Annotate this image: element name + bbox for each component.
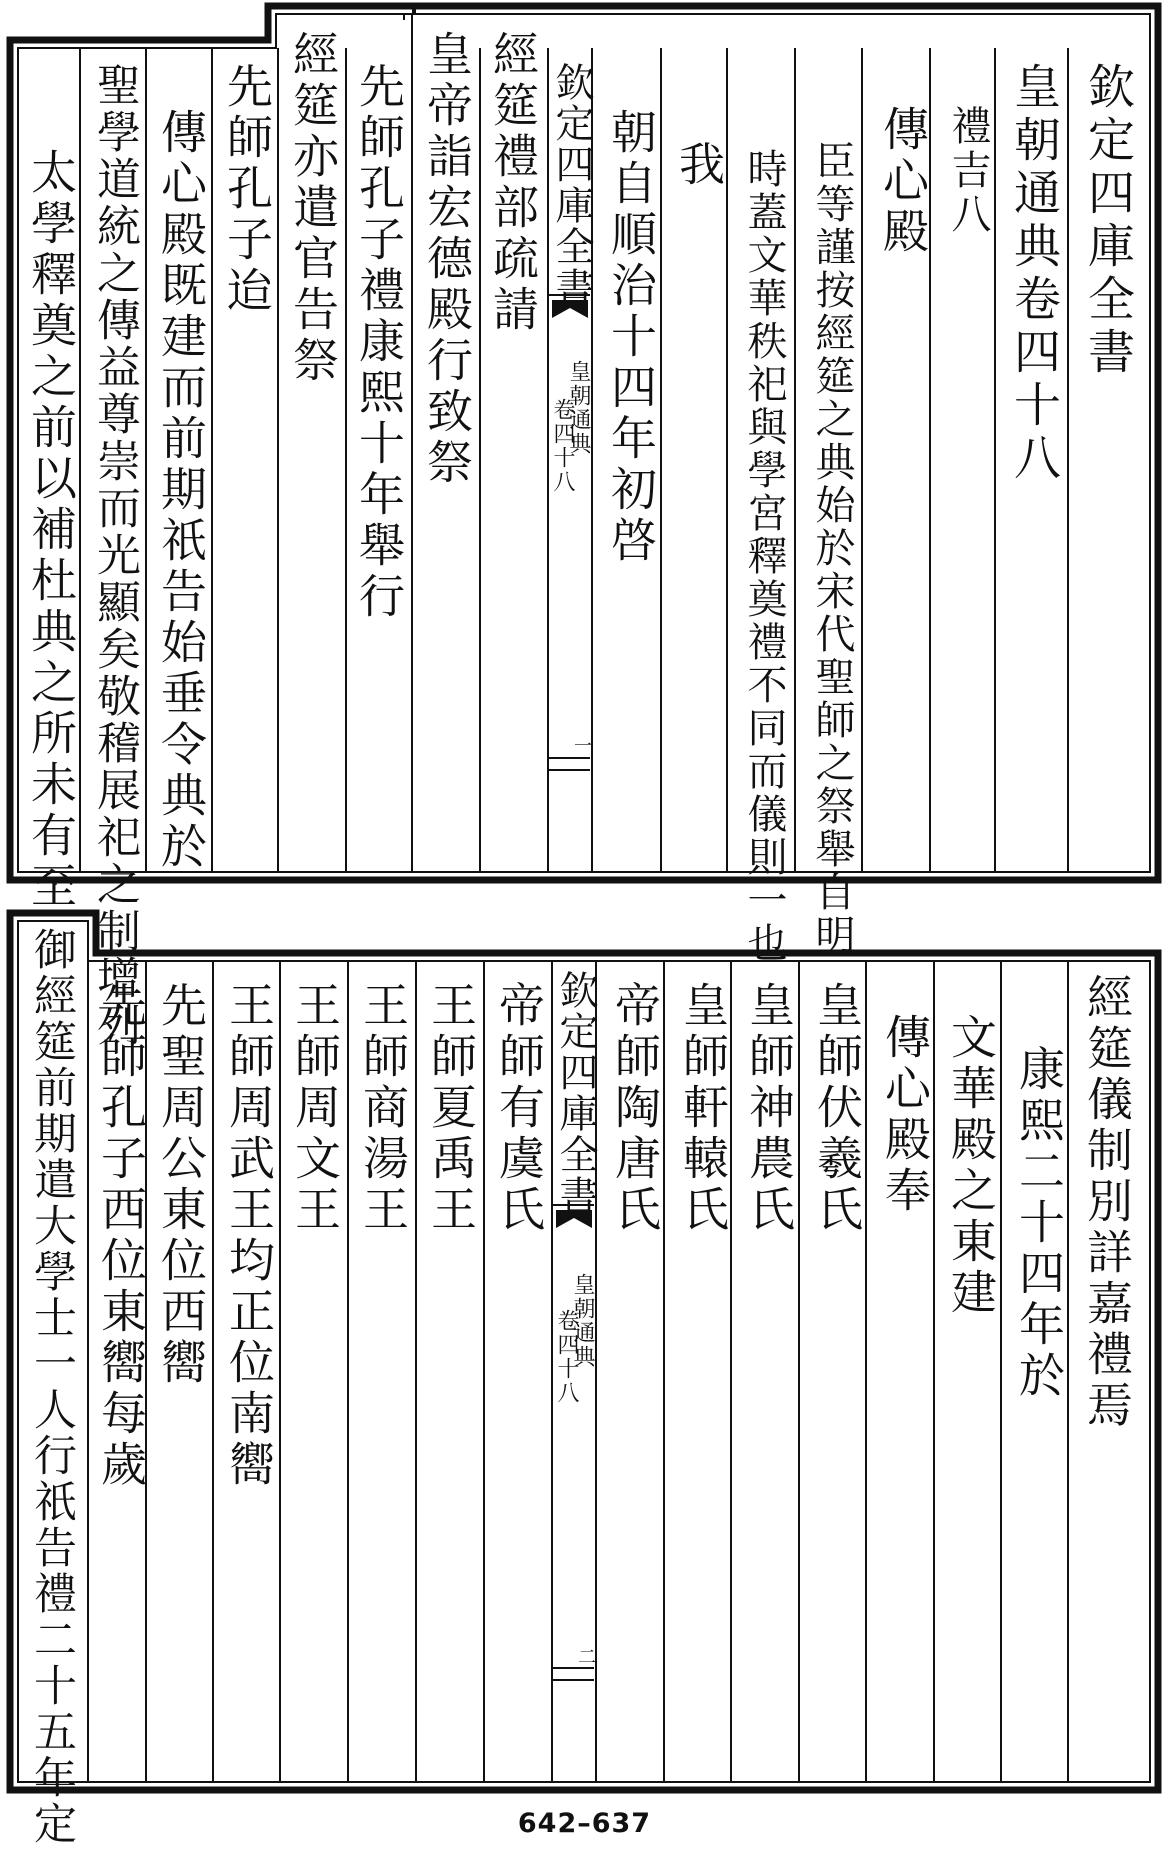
- text-column: 帝師陶唐氏: [608, 981, 662, 1236]
- text-column: 皇師伏羲氏: [810, 981, 864, 1236]
- spine-subtitle: 皇朝通典: [570, 1273, 595, 1369]
- text-column: 太學釋奠之前以補杜典之所未有至: [24, 148, 78, 913]
- section-title: 禮吉八: [945, 105, 991, 237]
- text-column: 朝自順治十四年初啓: [604, 108, 658, 567]
- spine-volume: 卷四十八: [550, 398, 575, 494]
- spine-title: 欽定四庫全書: [549, 62, 594, 308]
- subsection-title: 傳心殿: [876, 105, 930, 258]
- page-footer-number: 642–637: [517, 1808, 652, 1839]
- text-column: 文華殿之東建: [944, 1013, 998, 1319]
- text-column: 御經筵前期遣大學士一人行祇告禮二十五年定: [27, 927, 77, 1847]
- text-column: 先聖周公東位西嚮: [154, 981, 208, 1389]
- text-column: 皇師軒轅氏: [676, 981, 730, 1236]
- book-title: 欽定四庫全書: [1080, 62, 1135, 380]
- text-column: 臣等謹按經筵之典始於宋代聖師之祭舉自明: [809, 140, 855, 957]
- text-column: 帝師有虞氏: [492, 981, 546, 1236]
- text-column: 王師周文王: [288, 981, 342, 1236]
- text-column: 康熙二十四年於: [1012, 1045, 1066, 1402]
- text-column: 經筵禮部疏請: [486, 30, 540, 336]
- spine-page-number: 二: [578, 1647, 596, 1668]
- text-column: 經筵亦遣官告祭: [286, 30, 340, 387]
- text-column: 時蓋文華秩祀與學宮釋奠禮不同而儀則一也: [741, 148, 787, 965]
- text-column: 皇師神農氏: [742, 981, 796, 1236]
- spine-title: 欽定四庫全書: [553, 970, 598, 1216]
- text-column: 王師夏禹王: [424, 981, 478, 1236]
- text-column: 皇帝詣宏德殿行致祭: [420, 30, 474, 489]
- text-column: 先師孔子迨: [220, 62, 274, 317]
- spine-subtitle: 皇朝通典: [566, 360, 591, 456]
- text-column: 經筵儀制別詳嘉禮焉: [1080, 973, 1134, 1432]
- text-column: 王師商湯王: [356, 981, 410, 1236]
- text-column: 我: [672, 140, 726, 191]
- spine-volume: 卷四十八: [554, 1309, 579, 1405]
- text-column: 先師孔子西位東嚮每歲: [94, 981, 148, 1491]
- text-column: 傳心殿奉: [878, 1013, 932, 1217]
- text-column: 先師孔子禮康熙十年舉行: [352, 62, 406, 623]
- text-column: 王師周武王均正位南嚮: [222, 981, 276, 1491]
- chapter-title: 皇朝通典卷四十八: [1006, 62, 1061, 486]
- text-column: 傳心殿既建而前期祇告始垂令典於: [154, 108, 208, 873]
- text-column: 聖學道統之傳益尊崇而光顯矣敬稽展祀之制增列: [89, 62, 140, 1049]
- spine-page-number: 一: [574, 736, 592, 757]
